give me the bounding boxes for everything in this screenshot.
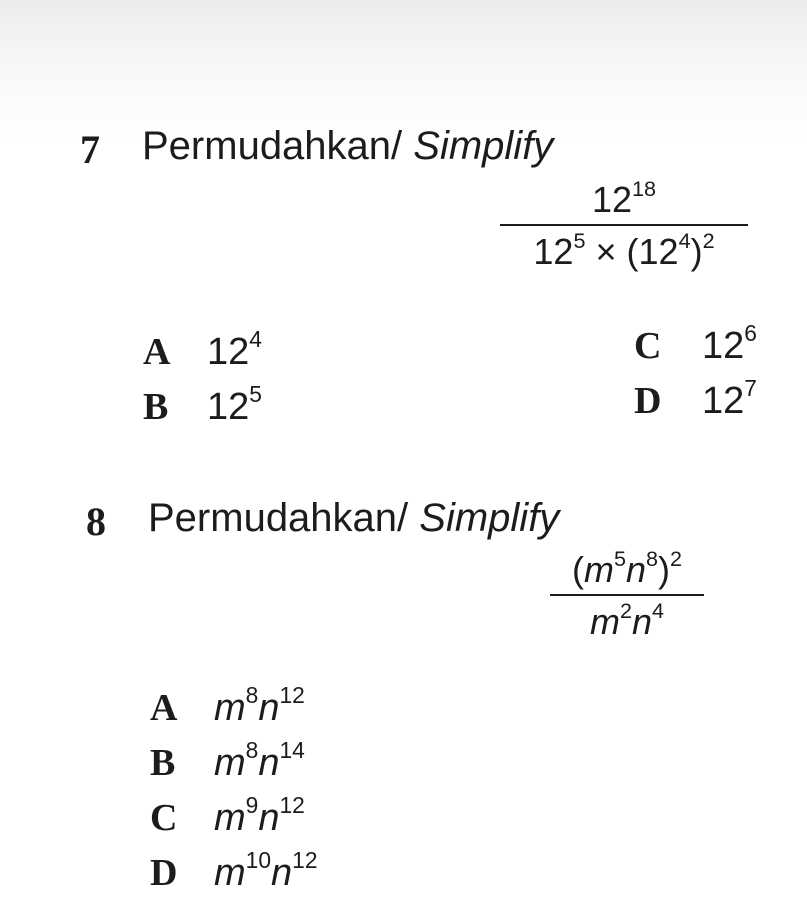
fraction-bar	[550, 594, 704, 596]
option-letter: D	[634, 380, 662, 422]
prompt-english: Simplify	[419, 496, 560, 540]
fraction-denominator: $m^2n^4$	[589, 597, 665, 642]
option-value: $12^7$	[702, 374, 757, 422]
fraction-numerator: $12^{18}$	[591, 175, 657, 220]
option-letter: B	[143, 386, 169, 428]
question-8-prompt	[148, 496, 559, 541]
option-value: $m^{10}n^{12}$	[214, 846, 318, 894]
question-7-prompt	[142, 124, 553, 169]
option-value: $m^8n^{14}$	[214, 736, 305, 784]
option-letter: A	[143, 331, 171, 373]
option-letter: A	[150, 687, 178, 729]
option-letter: C	[634, 325, 662, 367]
option-value: $12^6$	[702, 319, 757, 367]
option-8d[interactable]	[150, 846, 318, 895]
option-7a[interactable]	[143, 325, 262, 374]
option-letter: C	[150, 797, 178, 839]
prompt-malay: Permudahkan/	[148, 496, 409, 540]
option-7c[interactable]	[634, 319, 757, 368]
option-letter: B	[150, 742, 176, 784]
option-7d[interactable]	[634, 374, 757, 423]
option-value: $m^8n^{12}$	[214, 681, 305, 729]
prompt-malay: Permudahkan/	[142, 124, 403, 168]
question-8-number: 8	[86, 499, 106, 544]
option-value: $12^4$	[207, 325, 262, 373]
fraction-bar	[500, 224, 748, 226]
option-8b[interactable]	[150, 736, 305, 785]
option-8a[interactable]	[150, 681, 305, 730]
option-value: $12^5$	[207, 380, 262, 428]
option-8c[interactable]	[150, 791, 305, 840]
fraction-numerator: $(m^5n^8)^2$	[571, 545, 683, 590]
option-letter: D	[150, 852, 178, 894]
option-value: $m^9n^{12}$	[214, 791, 305, 839]
question-8-fraction	[550, 545, 704, 642]
fraction-denominator: $12^5 \times (12^4)^2$	[533, 227, 715, 272]
question-7-fraction	[500, 175, 748, 272]
prompt-english: Simplify	[413, 124, 554, 168]
question-7-number: 7	[80, 127, 100, 172]
option-7b[interactable]	[143, 380, 262, 429]
